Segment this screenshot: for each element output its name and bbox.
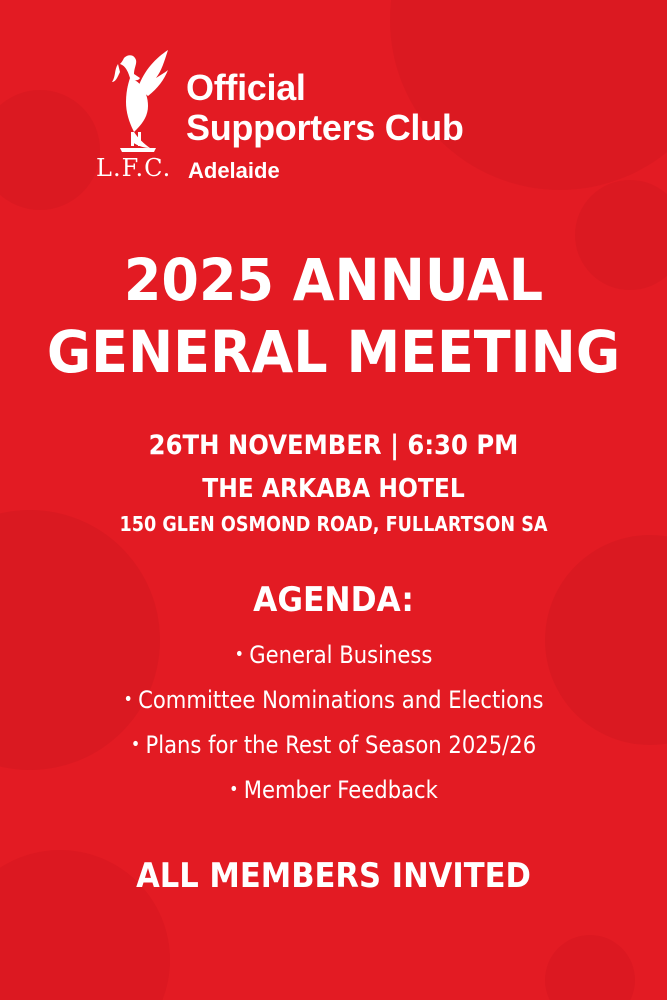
agenda-item-text: General Business [249,641,433,669]
title-line2: GENERAL MEETING [46,318,621,386]
agenda-item [40,769,627,814]
invite-banner: ALL MEMBERS INVITED [136,856,531,896]
agenda-item [40,634,627,679]
page-title [23,244,643,388]
agenda-list [0,634,667,814]
club-name [186,68,464,148]
agenda-item-text: Member Feedback [243,776,438,804]
club-name-line1: Official [186,67,306,108]
club-name-line2: Supporters Club [186,107,464,148]
agenda-item [40,679,627,724]
bullet-icon: • [229,779,239,800]
crest-text: L.F.C. [96,154,172,182]
club-city: Adelaide [188,158,280,183]
event-address: 150 GLEN OSMOND ROAD, FULLARTSON SA [119,512,548,536]
agenda-item-text: Committee Nominations and Elections [138,686,544,714]
bullet-icon: • [123,689,133,710]
bullet-icon: • [234,644,244,665]
liverbird-icon [104,48,170,158]
event-venue: THE ARKABA HOTEL [202,474,465,504]
agenda-item [40,724,627,769]
agenda-item-text: Plans for the Rest of Season 2025/26 [145,731,537,759]
event-date-time: 26TH NOVEMBER | 6:30 PM [148,430,519,461]
agenda-heading: AGENDA: [253,580,414,620]
club-logo [96,42,556,192]
bullet-icon: • [130,734,141,755]
title-line1: 2025 ANNUAL [123,246,544,314]
